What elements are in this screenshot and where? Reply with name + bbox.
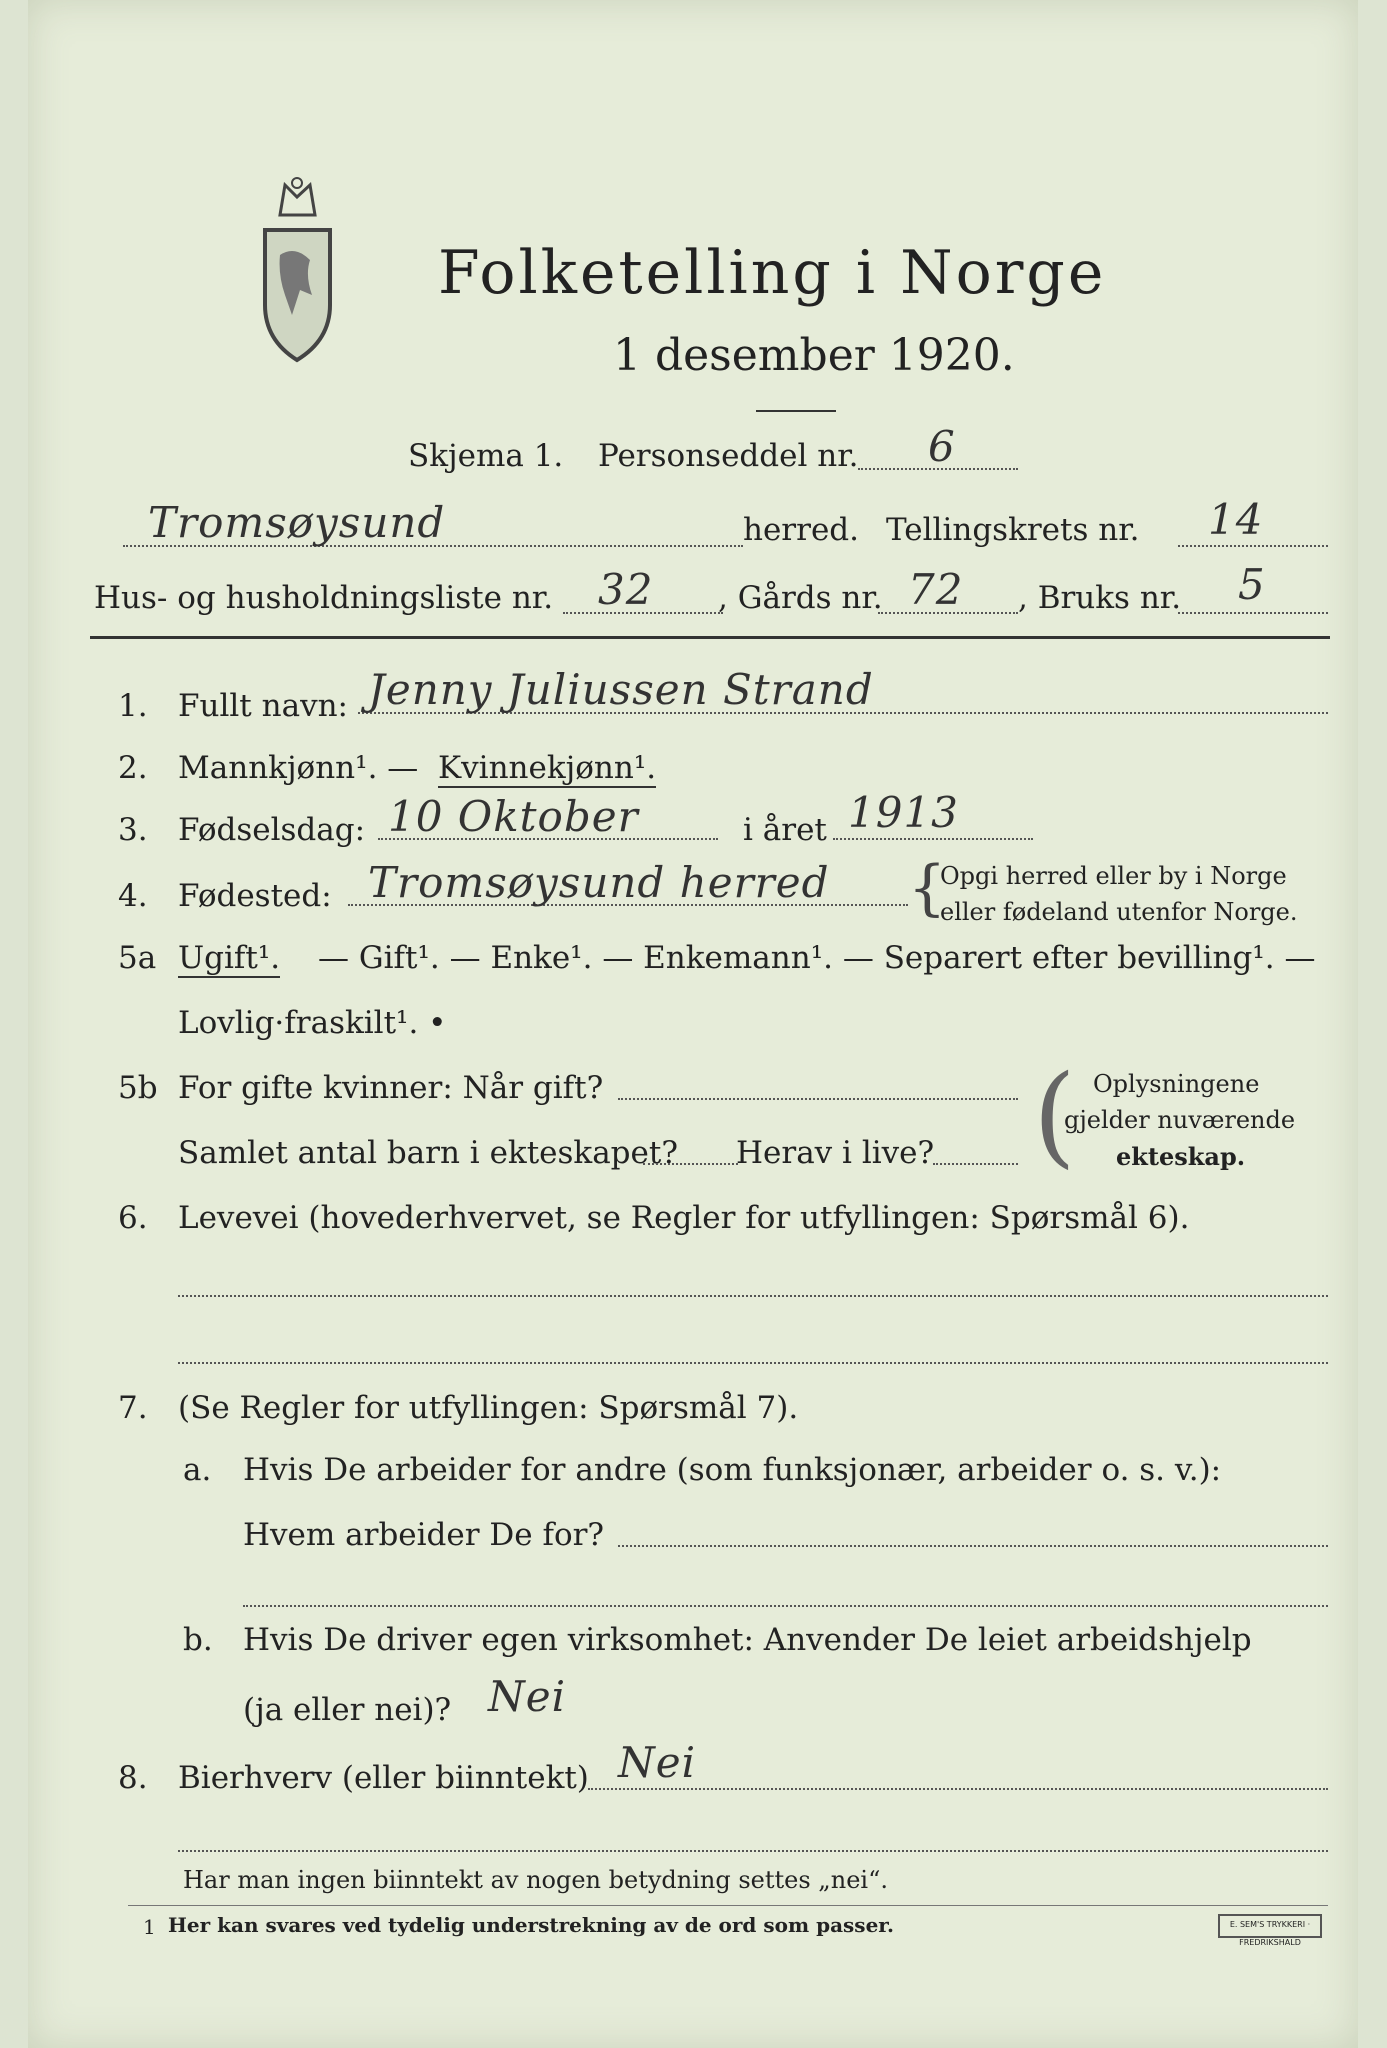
q7b-line2: (ja eller nei)? [243, 1692, 452, 1728]
census-form [28, 0, 1358, 2048]
q7a-line2: Hvem arbeider De for? [243, 1517, 605, 1553]
q5b-children-label: Samlet antal barn i ekteskapet? [178, 1135, 678, 1171]
q5a-line2: Lovlig·fraskilt¹. • [178, 1005, 447, 1041]
q2-number: 2. [118, 750, 148, 786]
q8-value: Nei [618, 1738, 697, 1787]
q5a-number: 5a [118, 940, 157, 976]
q4-brace: { [908, 853, 947, 923]
q8-number: 8. [118, 1760, 148, 1796]
q3-year-value: 1913 [848, 788, 959, 837]
q6-label: Levevei (hovederhvervet, se Regler for utfyllingen: Spørsmål 6). [178, 1200, 1190, 1236]
q5a-options: — Gift¹. — Enke¹. — Enkemann¹. — Separert efter bevilling¹. — [318, 940, 1316, 976]
q3-year-line [833, 838, 1033, 840]
printer-stamp: E. SEM'S TRYKKERI · FREDRIKSHALD [1218, 1914, 1322, 1938]
personseddel-value: 6 [928, 422, 956, 471]
q3-number: 3. [118, 812, 148, 848]
q6-number: 6. [118, 1200, 148, 1236]
q7a-number: a. [183, 1452, 212, 1488]
q8-label: Bierhverv (eller biinntekt) [178, 1760, 589, 1796]
q7a-line1: Hvis De arbeider for andre (som funksjonær, arbeider o. s. v.): [243, 1452, 1222, 1488]
form-title: Folketelling i Norge [438, 238, 1107, 308]
coat-of-arms-icon [250, 175, 345, 365]
q7b-number: b. [183, 1622, 213, 1658]
q4-value: Tromsøysund herred [368, 858, 830, 907]
footnote-rule [128, 1905, 1328, 1906]
q4-label: Fødested: [178, 878, 332, 914]
q7a-line [618, 1545, 1328, 1547]
q6-line2 [178, 1362, 1328, 1364]
tellingskrets-label: Tellingskrets nr. [886, 512, 1140, 548]
q5b-children-line [643, 1163, 738, 1165]
q5b-note-line3: ekteskap. [1116, 1142, 1246, 1171]
tellingskrets-value: 14 [1208, 495, 1264, 544]
census-date: 1 desember 1920. [613, 330, 1015, 381]
hus-label: Hus- og husholdningsliste nr. [94, 580, 554, 616]
gards-label: , Gårds nr. [718, 580, 883, 616]
q7b-value: Nei [488, 1672, 567, 1721]
bruks-label: , Bruks nr. [1018, 580, 1182, 616]
herred-value: Tromsøysund [148, 498, 446, 547]
q7-label: (Se Regler for utfyllingen: Spørsmål 7). [178, 1390, 799, 1426]
q7a-line-extra [243, 1605, 1328, 1607]
footnote-text: Her kan svares ved tydelig understrekning av de ord som passer. [168, 1913, 894, 1937]
q1-number: 1. [118, 688, 148, 724]
footnote-mark: 1 [143, 1915, 156, 1939]
q7b-line1: Hvis De driver egen virksomhet: Anvender De leiet arbeidshjelp [243, 1622, 1252, 1658]
q1-value: Jenny Juliussen Strand [368, 665, 874, 714]
bruks-line [1178, 612, 1328, 614]
q7-number: 7. [118, 1390, 148, 1426]
q3-value: 10 Oktober [388, 792, 639, 841]
q3-label: Fødselsdag: [178, 812, 366, 848]
q6-line1 [178, 1295, 1328, 1297]
q2-male-label: Mannkjønn¹. — [178, 750, 419, 786]
title-divider [756, 410, 836, 412]
personseddel-label: Personseddel nr. [598, 438, 859, 474]
hus-value: 32 [598, 565, 654, 614]
header-rule [90, 636, 1330, 639]
q4-note-line2: eller fødeland utenfor Norge. [940, 898, 1298, 926]
q1-label: Fullt navn: [178, 688, 348, 724]
q2-female-label: Kvinnekjønn¹. [438, 750, 657, 786]
q5b-married-line [618, 1098, 1018, 1100]
q5b-alive-line [933, 1163, 1018, 1165]
q5b-alive-label: Herav i live? [736, 1135, 935, 1171]
herred-label: herred. [743, 512, 859, 548]
schema-label: Skjema 1. [408, 438, 564, 474]
tellingskrets-line [1178, 545, 1328, 547]
q3-year-label: i året [743, 812, 827, 848]
q4-number: 4. [118, 878, 148, 914]
q5b-number: 5b [118, 1070, 158, 1106]
q4-note-line1: Opgi herred eller by i Norge [940, 862, 1287, 890]
q8-note: Har man ingen biinntekt av nogen betydning settes „nei“. [183, 1866, 888, 1894]
q5b-line1: For gifte kvinner: Når gift? [178, 1070, 604, 1106]
q8-line-extra [178, 1850, 1328, 1852]
q5b-brace: ( [1033, 1051, 1076, 1179]
gards-value: 72 [908, 565, 964, 614]
q5b-note-line2: gjelder nuværende [1064, 1106, 1296, 1134]
q5a-ugift: Ugift¹. [178, 940, 281, 976]
q5b-note-line1: Oplysningene [1093, 1070, 1260, 1098]
q8-line [588, 1788, 1328, 1790]
bruks-value: 5 [1238, 560, 1266, 609]
